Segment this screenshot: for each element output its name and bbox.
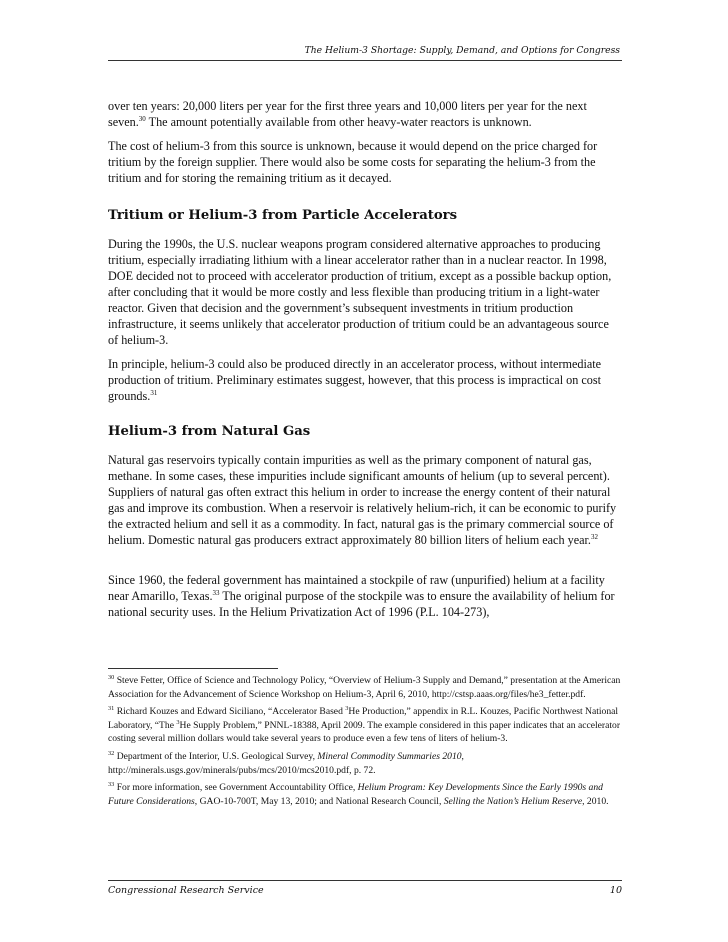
paragraph: During the 1990s, the U.S. nuclear weapons program considered alternative approaches to producing tritium, especially irradiating lithium with a linear accelerator rather than in a nuclear reactor. In 1998, DOE decided not to proceed with accelerator production of tritium, except as a possible backup option, after concluding that it would be more costly and less flexible than producing tritium in a light-water reactor. Given that decision and the government’s subsequent investments in tritium production infrastructure, it seems unlikely that accelerator production of tritium could be an advantageous source of helium-3. bbox=[108, 237, 612, 347]
footnote-ref[interactable]: 31 bbox=[150, 389, 158, 397]
header-rule bbox=[108, 60, 622, 61]
section-heading: Helium-3 from Natural Gas bbox=[108, 424, 311, 439]
paragraph: In principle, helium-3 could also be produced directly in an accelerator process, without intermediate production of tritium. Preliminary estimates suggest, however, that this process is impractical on cost grounds.$^{31}$ bbox=[108, 357, 602, 403]
paragraph: over ten years: 20,000 liters per year for the first three years and 10,000 liters per year for the next seven.$^{30}$ The amount potentially available from other heavy-water reactors is unknown. bbox=[108, 99, 587, 129]
footnote-separator bbox=[108, 668, 278, 669]
footnote-ref[interactable]: 32 bbox=[590, 533, 598, 541]
running-header: The Helium-3 Shortage: Supply, Demand, and Options for Congress bbox=[304, 45, 620, 56]
footnotes bbox=[108, 674, 622, 812]
page-number: 10 bbox=[609, 885, 622, 896]
footnote-ref[interactable]: 30 bbox=[138, 115, 146, 123]
footer-rule bbox=[108, 880, 622, 881]
footnote-31: $^{31}$ Richard Kouzes and Edward Siciliano, “Accelerator Based $^3$He Production,” appendix in R.L. Kouzes, Pacific Northwest National Laboratory, “The $^3$He Supply Problem,” PNNL-18388, April 2009. The example considered in this paper indicates that an accelerator costing several million dollars would take several years to produce even a few tens of liters of helium-3. bbox=[108, 705, 621, 745]
paragraph: The cost of helium-3 from this source is unknown, because it would depend on the price charged for tritium by the foreign supplier. There would also be some costs for separating the helium-3 from the tritium and for storing the remaining tritium as it decayed. bbox=[108, 139, 598, 185]
section-heading: Tritium or Helium-3 from Particle Accelerators bbox=[108, 208, 458, 223]
footnote-30: $^{30}$ Steve Fetter, Office of Science and Technology Policy, “Overview of Helium-3 Supply and Demand,” presentation at the American Association for the Advancement of Science Workshop on Helium-3, April 6, 2010, http://cstsp.aaas.org/files/he3_fetter.pdf. bbox=[108, 674, 621, 700]
paragraph: Natural gas reservoirs typically contain impurities as well as the primary component of natural gas, methane. In some cases, these impurities include significant amounts of helium (up to several percent). Suppliers of natural gas often extract this helium in order to increase the energy content of their natural gas and improve its combustion. When a reservoir is relatively helium-rich, it can be economic to purify the extracted helium and sell it as a commodity. In fact, natural gas is the primary commercial source of helium. Domestic natural gas producers extract approximately 80 billion liters of helium each year.$^{32}$ bbox=[108, 453, 617, 547]
footnote-ref[interactable]: 33 bbox=[212, 589, 220, 597]
footnote-32: $^{32}$ Department of the Interior, U.S. Geological Survey, Mineral Commodity Summaries 2010, http://minerals.usgs.gov/minerals/pubs/mcs/2010/mcs2010.pdf, p. 72. bbox=[108, 749, 464, 776]
footnote-33: $^{33}$ For more information, see Government Accountability Office, Helium Program: Key Developments Since the Early 1990s and Future Considerations, GAO-10-700T, May 13, 2010; and National Research Council, Selling the Nation’s Helium Reserve, 2010. bbox=[108, 781, 609, 807]
footer-organization: Congressional Research Service bbox=[108, 885, 264, 896]
paragraph: Since 1960, the federal government has maintained a stockpile of raw (unpurified) helium at a facility near Amarillo, Texas.$^{33}$ The original purpose of the stockpile was to ensure the availability of helium for national security uses. In the Helium Privatization Act of 1996 (P.L. 104-273), bbox=[108, 573, 615, 619]
